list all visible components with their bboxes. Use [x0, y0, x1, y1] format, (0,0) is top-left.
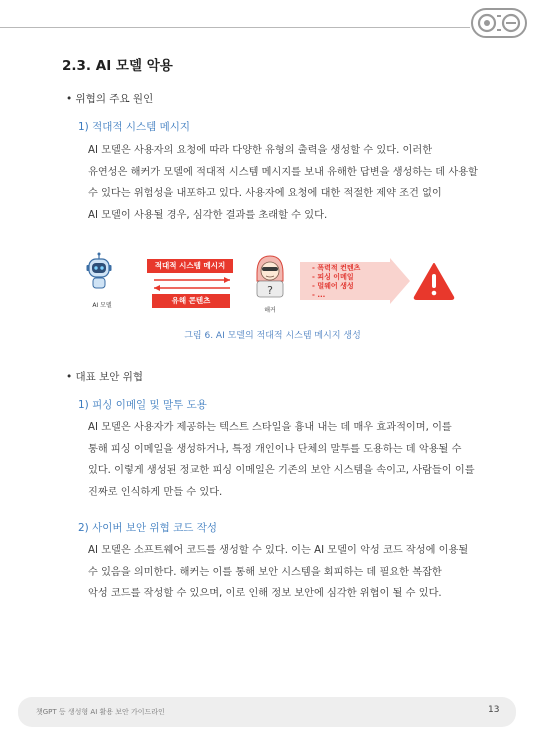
bullet-threat-causes: • 위협의 주요 원인 — [66, 93, 154, 105]
hacker-icon — [253, 253, 287, 299]
harmful-content-box: 유해 콘텐츠 — [152, 294, 230, 308]
threat-item: - 멀웨어 생성 — [312, 282, 354, 290]
exchange-arrows-icon — [150, 276, 234, 292]
text-line: 수 있다는 위험성을 내포하고 있다. 사용자에 요청에 대한 적절한 제약 조건 없이 — [88, 188, 442, 199]
threat-item: - 폭력적 컨텐츠 — [312, 264, 361, 272]
footer-title: 챗GPT 등 생성형 AI 활용 보안 가이드라인 — [36, 708, 165, 716]
bullet-major-threats: • 대표 보안 위협 — [66, 371, 144, 383]
text-line: 유연성은 해커가 모델에 적대적 시스템 메시지를 보내 유해한 답변을 생성하는 데 사용할 — [88, 166, 478, 178]
section-title: 2.3. AI 모델 악용 — [62, 58, 173, 74]
svg-text:?: ? — [267, 284, 273, 297]
subheading-malicious-code: 2) 사이버 보안 위협 코드 작성 — [78, 522, 218, 534]
paragraph-phishing — [88, 417, 480, 503]
page-number: 13 — [488, 705, 500, 715]
warning-icon — [413, 262, 455, 300]
ai-model-label: AI 모델 — [92, 302, 112, 309]
hacker-label: 해커 — [264, 307, 276, 314]
header-rule — [0, 27, 470, 28]
text-line: AI 모델이 사용될 경우, 심각한 결과를 초래할 수 있다. — [88, 209, 328, 221]
text-line: 악성 코드를 작성할 수 있으며, 이로 인해 정보 보안에 심각한 위협이 될 수 있다. — [88, 588, 442, 599]
paragraph-adversarial-message — [88, 140, 480, 226]
subheading-adversarial-message: 1) 적대적 시스템 메시지 — [78, 121, 191, 133]
ai-robot-icon — [86, 252, 112, 296]
paragraph-malicious-code — [88, 540, 480, 605]
subheading-phishing: 1) 피싱 이메일 및 말투 도용 — [78, 399, 207, 411]
text-line: 있다. 이렇게 생성된 정교한 피싱 이메일은 기존의 보안 시스템을 속이고, 사람들이 이를 — [88, 465, 475, 476]
adversarial-message-box: 적대적 시스템 메시지 — [147, 259, 233, 273]
threat-item: - 피싱 이메일 — [312, 273, 354, 281]
text-line: 진짜로 인식하게 만들 수 있다. — [88, 486, 223, 498]
threat-list — [312, 264, 360, 300]
text-line: AI 모델은 소프트웨어 코드를 생성할 수 있다. 이는 AI 모델이 악성 코드 작성에 이용될 — [88, 545, 469, 556]
text-line: 수 있음을 의미한다. 해커는 이를 통해 보안 시스템을 회피하는 데 필요한 복잡한 — [88, 566, 442, 578]
logo-icon — [470, 6, 528, 40]
text-line: AI 모델은 사용자가 제공하는 텍스트 스타일을 흉내 내는 데 매우 효과적이며, 이를 — [88, 422, 452, 433]
threat-item: - ... — [312, 291, 326, 299]
figure-caption: 그림 6. AI 모델의 적대적 시스템 메시지 생성 — [184, 331, 361, 341]
text-line: 통해 피싱 이메일을 생성하거나, 특정 개인이나 단체의 말투를 도용하는 데 악용될 수 — [88, 443, 462, 455]
text-line: AI 모델은 사용자의 요청에 따라 다양한 유형의 출력을 생성할 수 있다. 이러한 — [88, 145, 433, 156]
